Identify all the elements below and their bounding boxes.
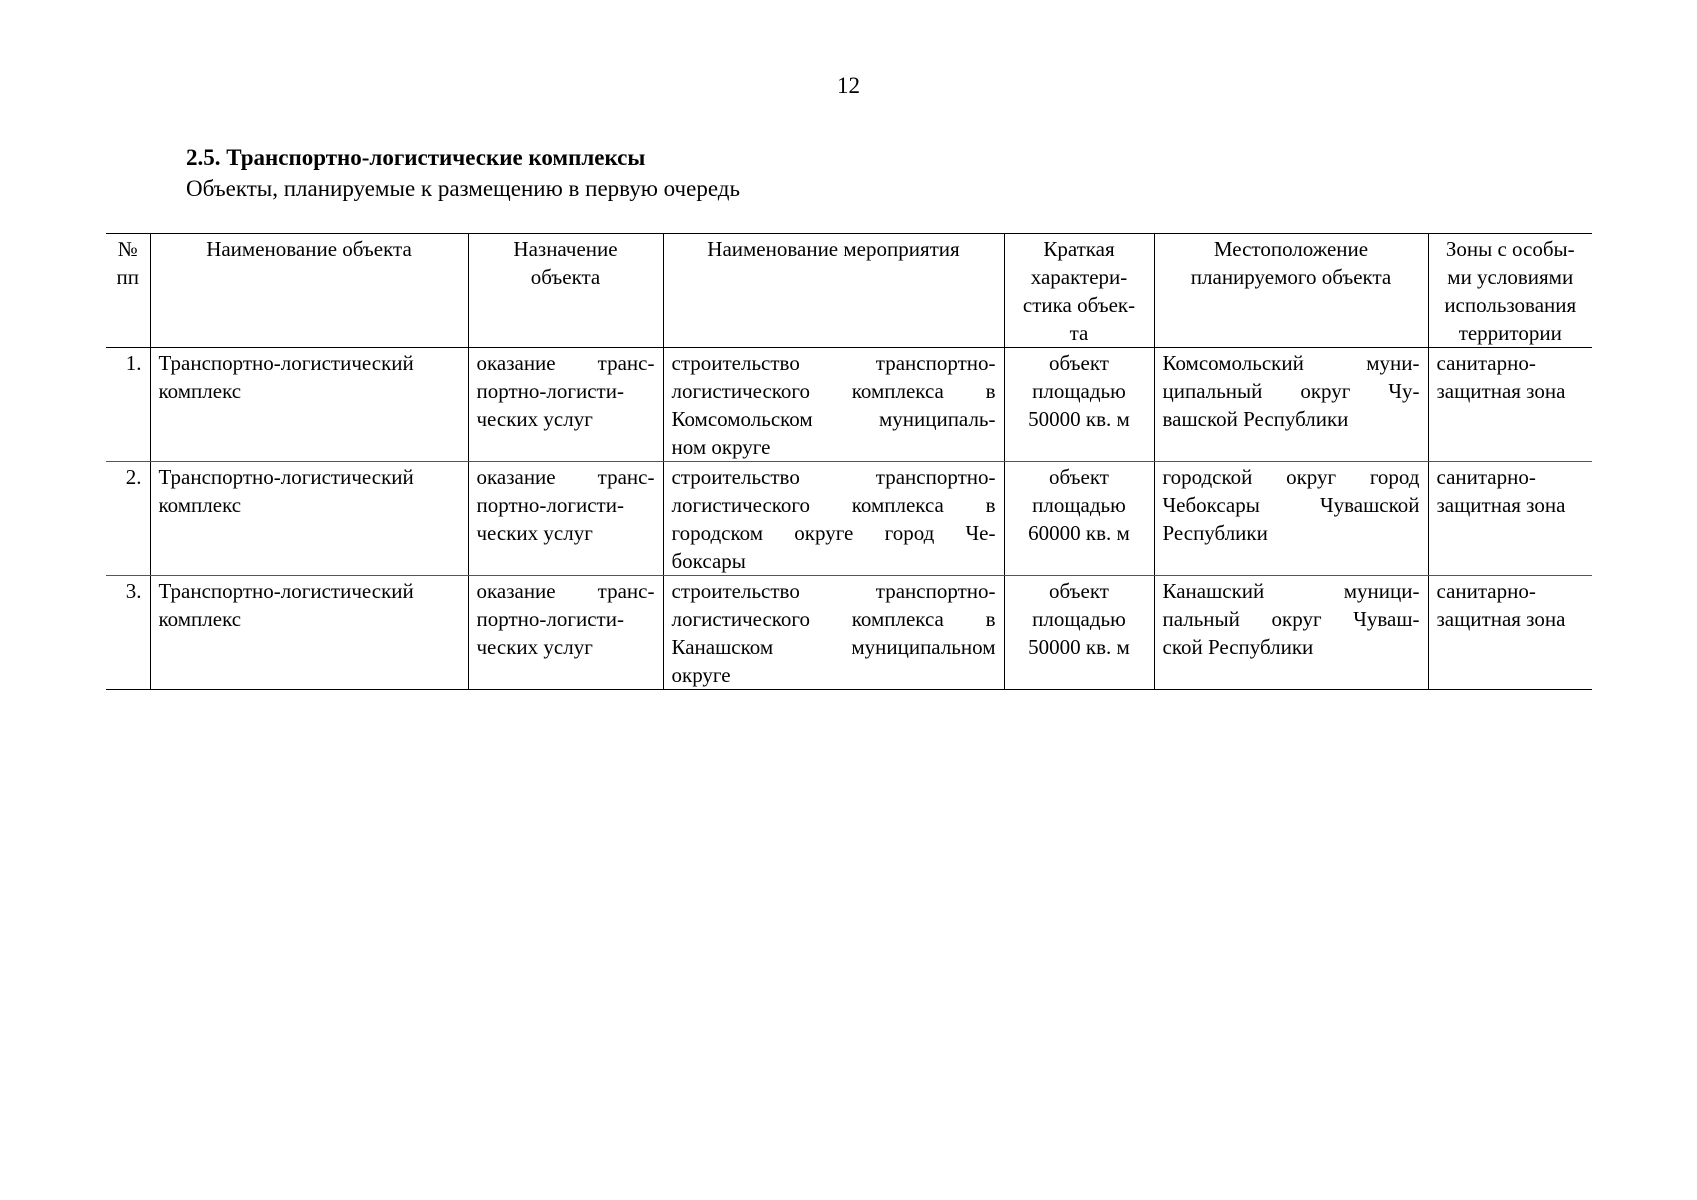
section-subheading: Объекты, планируемые к размещению в первую очередь	[186, 176, 740, 201]
header-line: территории	[1458, 321, 1562, 345]
cell-line: защитная зона	[1436, 493, 1566, 517]
table-row	[106, 348, 1592, 462]
cell-line: защитная зона	[1436, 607, 1566, 631]
header-cell-purpose	[468, 234, 663, 348]
header-line: та	[1069, 321, 1089, 345]
cell-line: комплекс	[158, 379, 242, 403]
cell-num: 2.	[106, 462, 150, 576]
cell-line: оказание транс-	[476, 351, 655, 375]
section-heading: 2.5. Транспортно-логистические комплексы	[186, 145, 646, 170]
cell-line: пальный округ Чуваш-	[1162, 607, 1420, 631]
cell-line: ном округе	[671, 435, 771, 459]
cell-line: Канашском муниципальном	[671, 635, 996, 659]
header-line: ми условиями	[1447, 265, 1574, 289]
cell-line: боксары	[671, 549, 746, 573]
header-line: Назначение	[513, 237, 618, 261]
cell-line: Республики	[1162, 521, 1268, 545]
cell-num: 1.	[106, 348, 150, 462]
header-line: Местоположение	[1213, 237, 1369, 261]
table-body	[106, 348, 1592, 690]
table-row	[106, 462, 1592, 576]
cell-line: Канашский муници-	[1162, 579, 1420, 603]
cell-characteristic	[1004, 576, 1154, 690]
cell-line: оказание транс-	[476, 579, 655, 603]
table-header	[106, 234, 1592, 348]
cell-line: портно-логисти-	[476, 493, 624, 517]
cell-measure	[663, 348, 1004, 462]
cell-line: строительство транспортно-	[671, 579, 996, 603]
header-line: Наименование объекта	[206, 237, 412, 261]
cell-line: Комсомольском муниципаль-	[671, 407, 996, 431]
cell-zones	[1428, 462, 1592, 576]
page-number: 12	[837, 73, 860, 98]
cell-measure	[663, 576, 1004, 690]
cell-purpose	[468, 462, 663, 576]
cell-line: объект	[1049, 465, 1109, 489]
cell-line: комплекс	[158, 493, 242, 517]
cell-name	[150, 576, 468, 690]
cell-line: санитарно-	[1436, 579, 1536, 603]
cell-line: вашской Республики	[1162, 407, 1349, 431]
cell-line: 50000 кв. м	[1028, 407, 1130, 431]
header-cell-location	[1154, 234, 1428, 348]
cell-zones	[1428, 576, 1592, 690]
header-line: планируемого объекта	[1190, 265, 1392, 289]
header-cell-name	[150, 234, 468, 348]
cell-name	[150, 348, 468, 462]
header-line: характери-	[1030, 265, 1128, 289]
table-row	[106, 576, 1592, 690]
cell-line: ципальный округ Чу-	[1162, 379, 1420, 403]
header-line: Наименование мероприятия	[707, 237, 960, 261]
cell-line: ческих услуг	[476, 407, 593, 431]
cell-purpose	[468, 348, 663, 462]
header-line: Зоны с особы-	[1445, 237, 1575, 261]
header-line: объекта	[530, 265, 601, 289]
cell-line: оказание транс-	[476, 465, 655, 489]
cell-line: городском округе город Че-	[671, 521, 996, 545]
cell-line: санитарно-	[1436, 351, 1536, 375]
cell-line: городской округ город	[1162, 465, 1420, 489]
cell-line: логистического комплекса в	[671, 493, 996, 517]
header-cell-characteristic	[1004, 234, 1154, 348]
header-cell-zones	[1428, 234, 1592, 348]
cell-line: логистического комплекса в	[671, 379, 996, 403]
cell-line: портно-логисти-	[476, 607, 624, 631]
cell-purpose	[468, 576, 663, 690]
cell-line: портно-логисти-	[476, 379, 624, 403]
cell-line: округе	[671, 663, 731, 687]
header-row	[106, 234, 1592, 348]
cell-line: строительство транспортно-	[671, 465, 996, 489]
cell-num: 3.	[106, 576, 150, 690]
header-line: Краткая	[1043, 237, 1115, 261]
cell-zones	[1428, 348, 1592, 462]
cell-line: 60000 кв. м	[1028, 521, 1130, 545]
cell-measure	[663, 462, 1004, 576]
cell-location	[1154, 462, 1428, 576]
cell-line: Транспортно-логистический	[158, 579, 414, 603]
cell-line: логистического комплекса в	[671, 607, 996, 631]
cell-characteristic	[1004, 348, 1154, 462]
header-cell-measure	[663, 234, 1004, 348]
header-cell-num	[106, 234, 150, 348]
cell-line: Транспортно-логистический	[158, 465, 414, 489]
cell-line: площадью	[1032, 493, 1126, 517]
cell-line: объект	[1049, 351, 1109, 375]
cell-line: Транспортно-логистический	[158, 351, 414, 375]
cell-line: площадью	[1032, 379, 1126, 403]
header-line: стика объек-	[1022, 293, 1136, 317]
header-line: использования	[1444, 293, 1577, 317]
cell-name	[150, 462, 468, 576]
cell-characteristic	[1004, 462, 1154, 576]
cell-line: ской Республики	[1162, 635, 1314, 659]
header-line: пп	[116, 265, 139, 289]
cell-line: Комсомольский муни-	[1162, 351, 1420, 375]
cell-location	[1154, 348, 1428, 462]
cell-line: санитарно-	[1436, 465, 1536, 489]
cell-line: Чебоксары Чувашской	[1162, 493, 1420, 517]
cell-line: объект	[1049, 579, 1109, 603]
cell-line: площадью	[1032, 607, 1126, 631]
cell-location	[1154, 576, 1428, 690]
cell-line: комплекс	[158, 607, 242, 631]
cell-line: строительство транспортно-	[671, 351, 996, 375]
cell-line: ческих услуг	[476, 521, 593, 545]
objects-table	[106, 233, 1592, 690]
header-line: №	[117, 237, 138, 261]
cell-line: защитная зона	[1436, 379, 1566, 403]
cell-line: ческих услуг	[476, 635, 593, 659]
cell-line: 50000 кв. м	[1028, 635, 1130, 659]
